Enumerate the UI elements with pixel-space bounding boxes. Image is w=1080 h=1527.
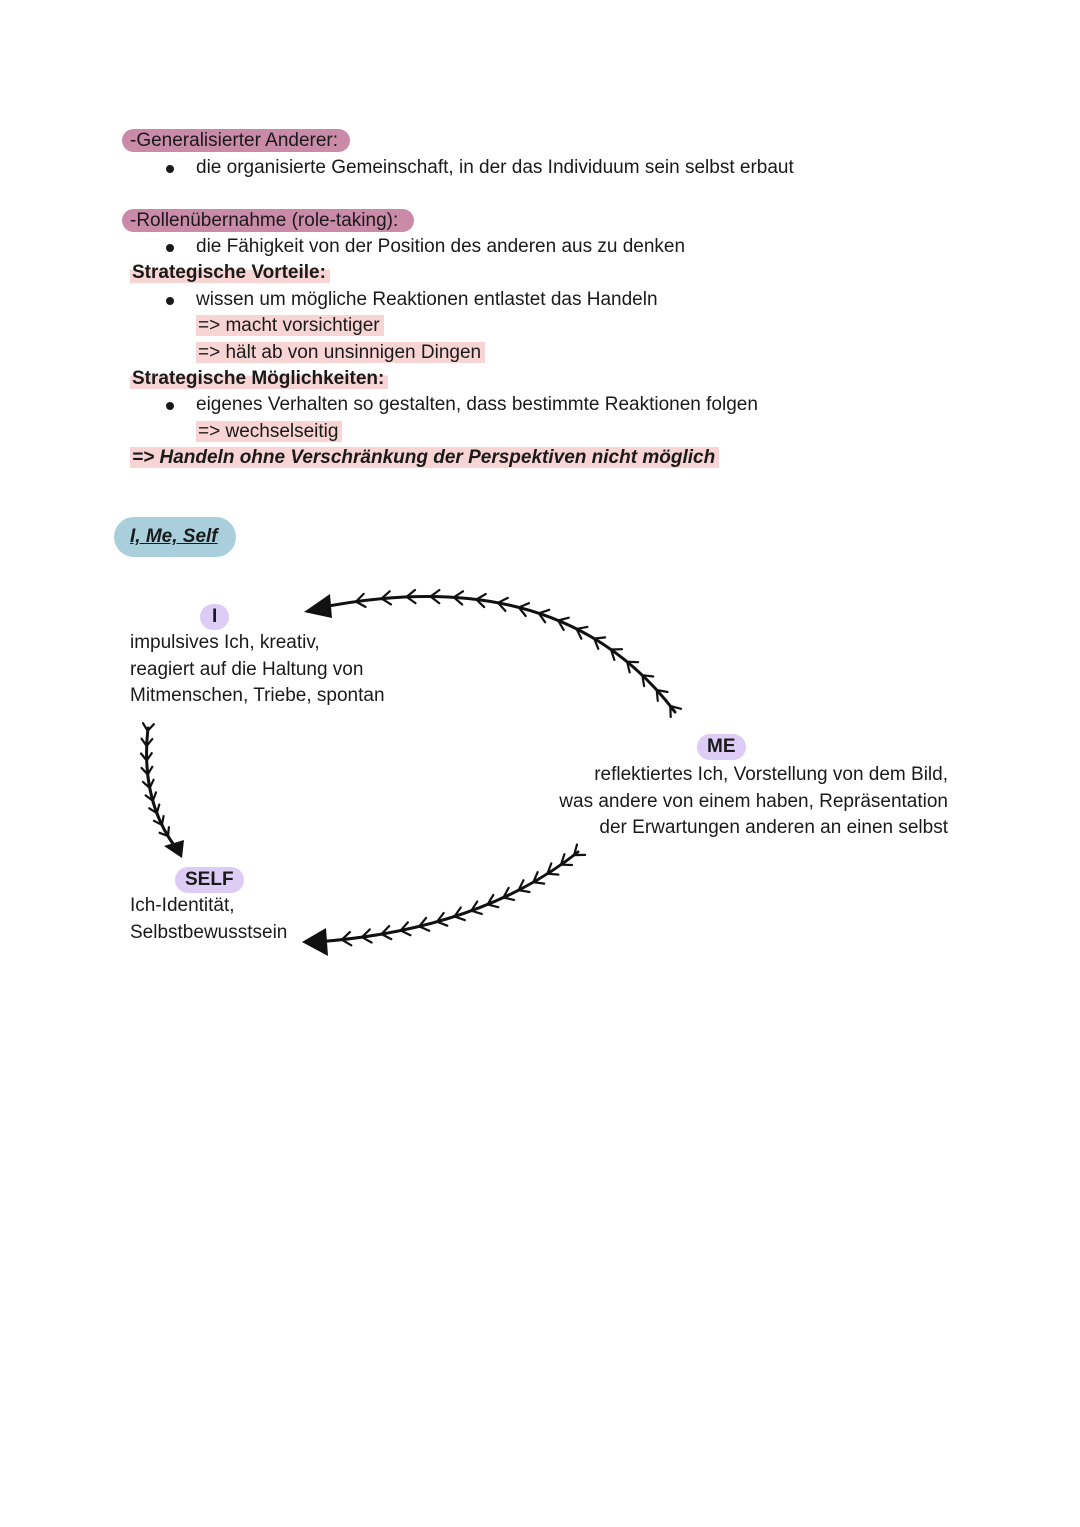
arrow-tick: [471, 911, 482, 914]
arrow-tick: [539, 610, 550, 614]
me-line: reflektiertes Ich, Vorstellung von dem Bild,: [594, 764, 948, 785]
arrow-i-to-self: [147, 728, 176, 848]
me-line: was andere von einem haben, Repräsentation: [559, 790, 948, 812]
arrow-tick: [498, 598, 508, 603]
arrow-tick: [627, 662, 638, 663]
arrow-tick: [362, 937, 372, 942]
self-line: Ich-Identität,: [130, 895, 235, 916]
arrow-tick: [162, 816, 164, 825]
arrow-tick: [382, 934, 392, 939]
arrow-tick: [533, 882, 544, 883]
arrow-tick: [577, 627, 588, 629]
arrow-tick: [642, 675, 653, 676]
bullet-text: eigenes Verhalten so gestalten, dass bestimmte Reaktionen folgen: [196, 394, 758, 415]
self-line: Selbstbewusstsein: [130, 921, 288, 943]
arrow-tick: [657, 690, 658, 701]
bullet-text: wissen um mögliche Reaktionen entlastet das Handeln: [196, 289, 658, 310]
heading-strategische-vorteile: Strategische Vorteile:: [130, 262, 330, 283]
i-line: reagiert auf die Haltung von: [130, 658, 364, 680]
arrow-tick: [168, 827, 169, 836]
arrow-tick: [547, 874, 558, 875]
arrow-me-to-self: [316, 852, 578, 942]
arrow-tick: [503, 898, 514, 900]
arrow-tick: [153, 792, 156, 800]
arrowhead-i: [304, 594, 332, 618]
arrow-tick: [519, 603, 529, 607]
me-line: der Erwartungen anderen an einen selbst: [599, 817, 948, 838]
i-line: Mitmenschen, Triebe, spontan: [130, 685, 385, 706]
label-me: ME: [697, 734, 746, 760]
conclusion: => Handeln ohne Verschränkung der Perspektiven nicht möglich: [130, 447, 719, 468]
arrow-tick: [488, 904, 499, 907]
arrow-tick: [519, 890, 530, 892]
arrow-tick: [437, 922, 447, 926]
arrow-me-to-i: [318, 596, 675, 712]
arrow-tick: [157, 805, 160, 814]
sub-point: => hält ab von unsinnigen Dingen: [196, 342, 485, 363]
arrow-tick: [401, 931, 411, 936]
heading-rollenuebernahme: -Rollenübernahme (role-taking):: [122, 209, 414, 232]
arrow-tick: [594, 637, 605, 638]
i-line: impulsives Ich, kreativ,: [130, 632, 320, 653]
arrow-tick: [419, 926, 429, 930]
arrow-tick: [558, 618, 569, 621]
arrow-tick: [454, 917, 464, 921]
sub-point: => macht vorsichtiger: [196, 315, 384, 336]
heading-strategische-moeglichkeiten: Strategische Möglichkeiten:: [130, 368, 388, 389]
arrowhead-self: [302, 928, 328, 956]
label-self: SELF: [175, 867, 244, 893]
sub-point: => wechselseitig: [196, 421, 342, 442]
bullet-text: die organisierte Gemeinschaft, in der das Individuum sein selbst erbaut: [196, 157, 794, 178]
bullet-text: die Fähigkeit von der Position des anderen aus zu denken: [196, 236, 686, 257]
diagram-title: I, Me, Self: [114, 517, 236, 557]
label-i: I: [200, 604, 229, 630]
heading-generalisierter-anderer: -Generalisierter Anderer:: [122, 129, 350, 152]
